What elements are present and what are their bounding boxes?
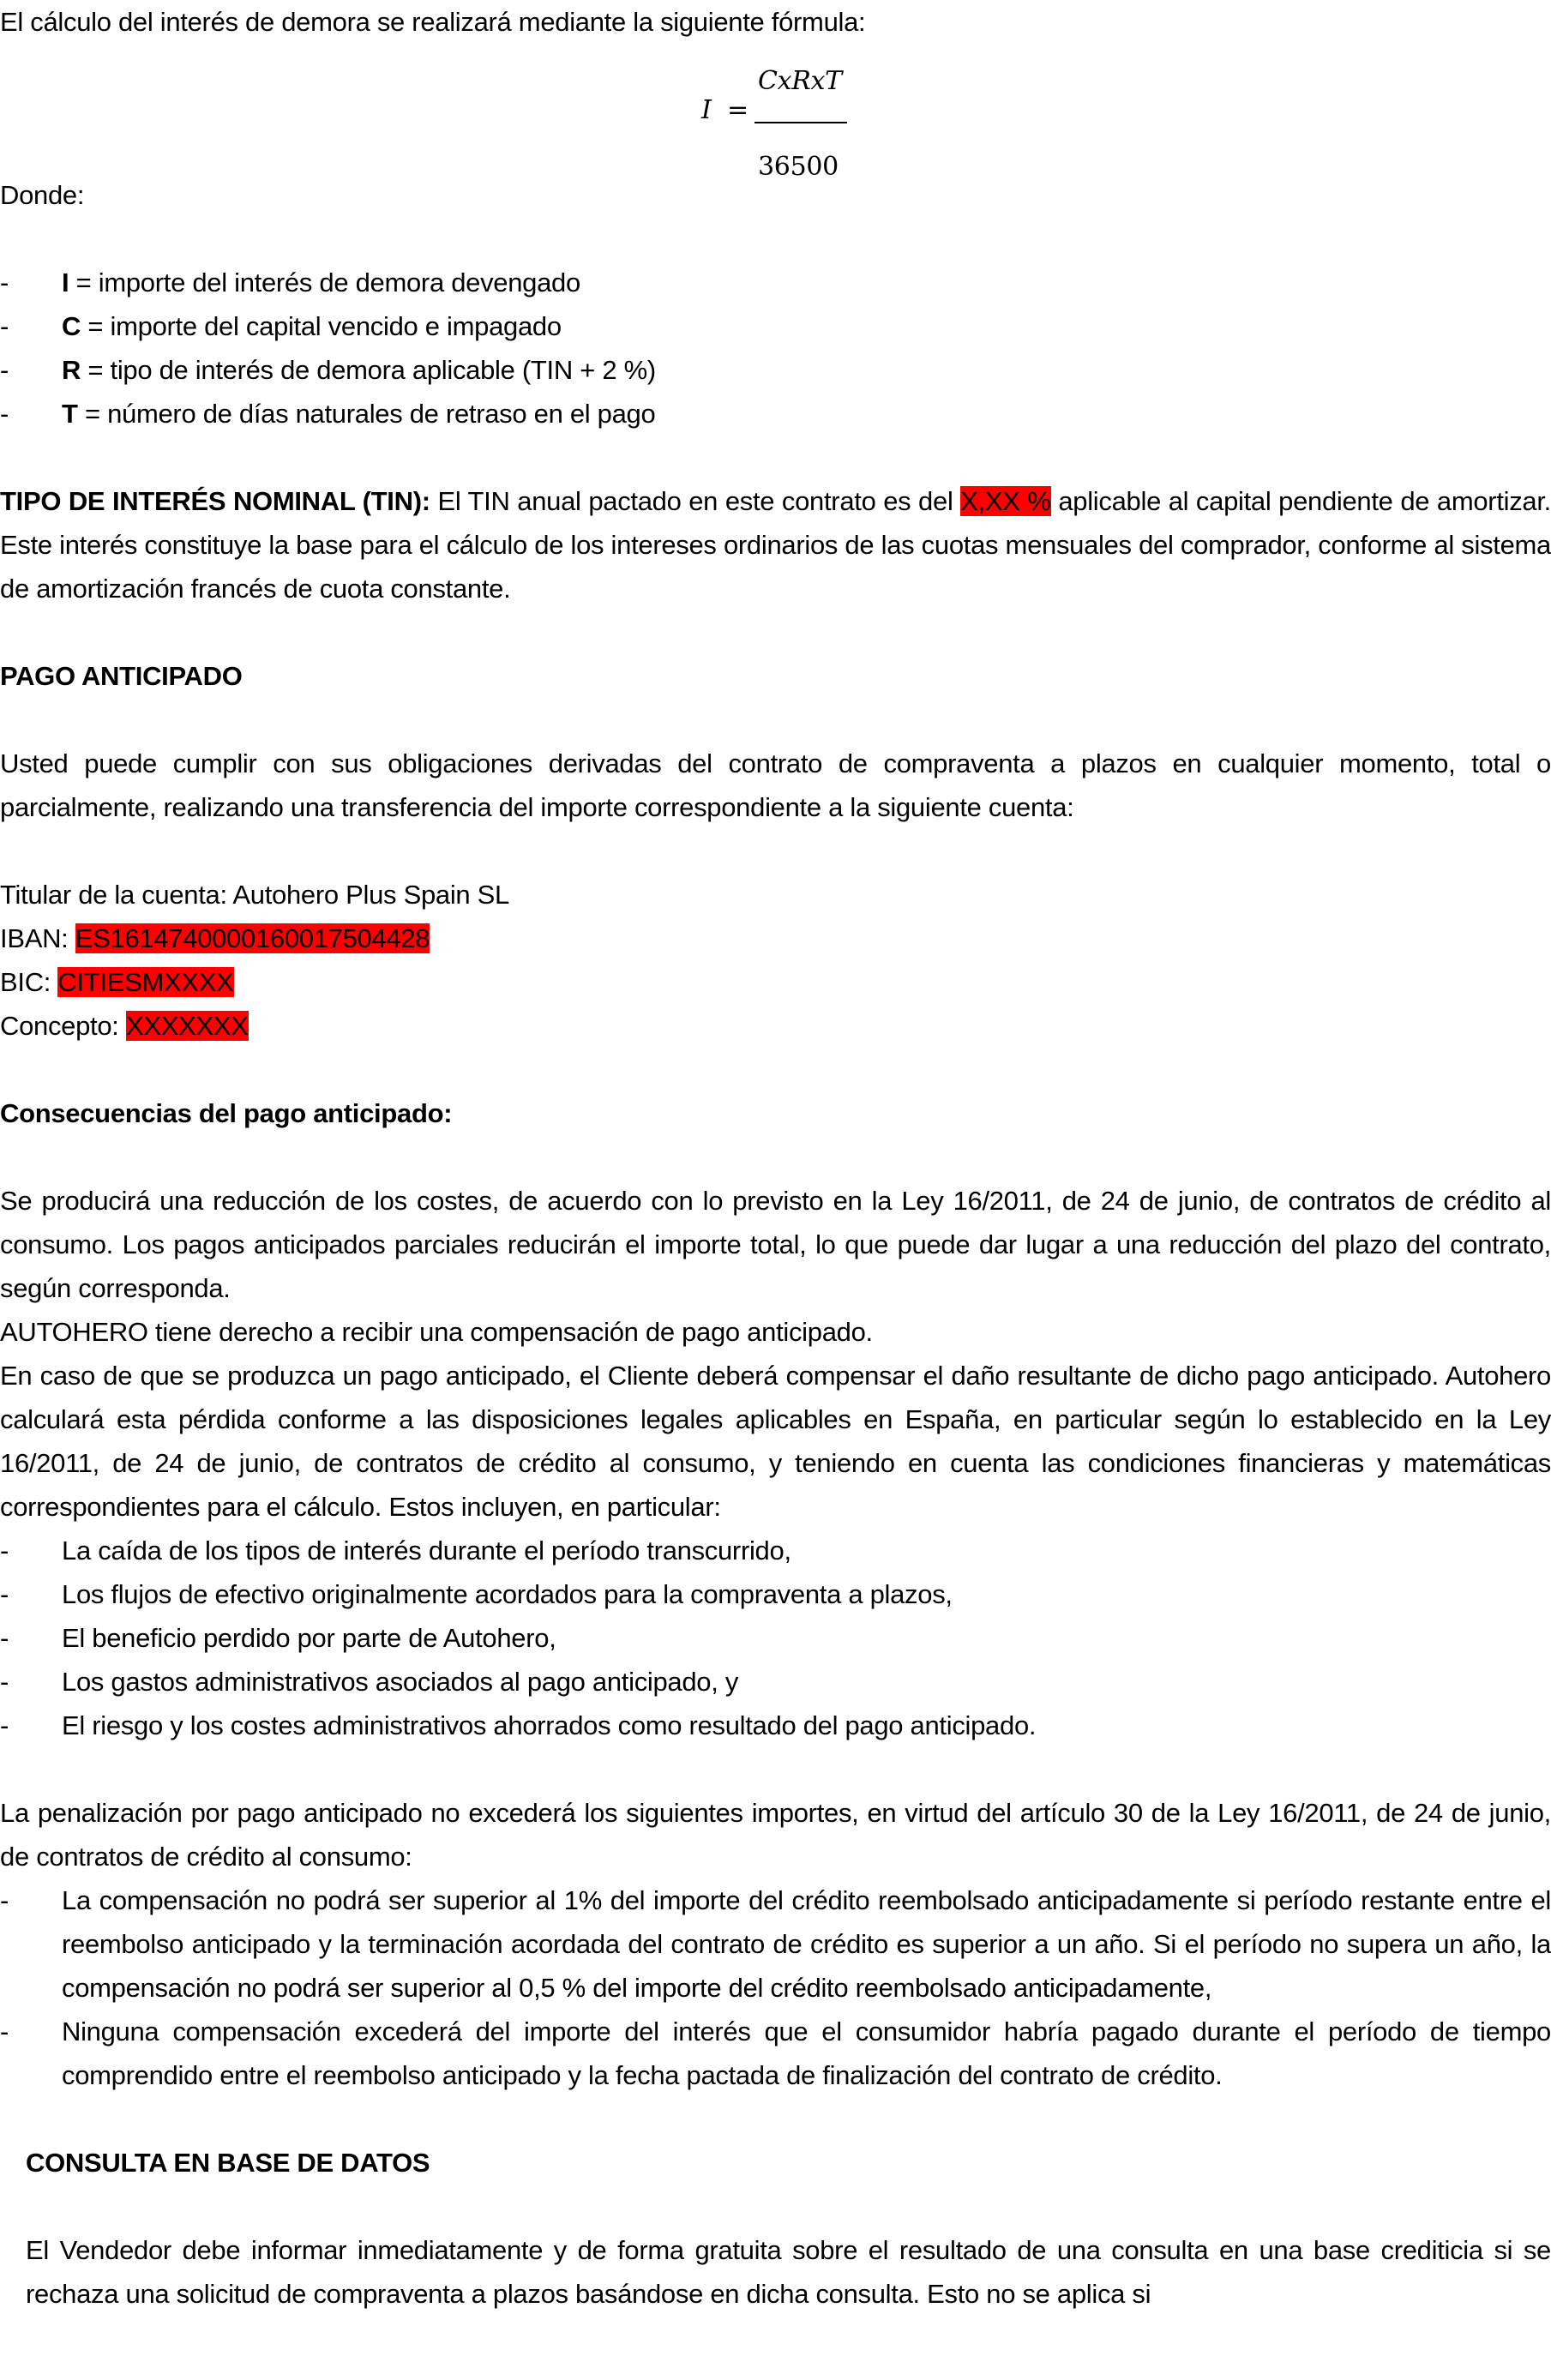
concept-value: XXXXXXX bbox=[125, 1011, 249, 1041]
tin-label: TIPO DE INTERÉS NOMINAL (TIN): bbox=[0, 486, 430, 516]
penalty-intro: La penalización por pago anticipado no excederá los siguientes importes, en virtud del artículo 30 de la Ley 16/2011, de 24 de junio, de contratos de crédito al consumo: bbox=[0, 1798, 1551, 1872]
formula-lhs: I bbox=[701, 95, 712, 125]
formula-equals: = bbox=[727, 95, 748, 125]
factors-list bbox=[0, 1529, 1551, 1747]
list-item: - Ninguna compensación excederá del importe del interés que el consumidor habría pagado durante el período de tiempo comprendido entre el reembolso anticipado y la fecha pactada de finalización del contrato de crédito. bbox=[0, 2016, 1551, 2090]
consulta-heading: CONSULTA EN BASE DE DATOS bbox=[26, 2148, 430, 2178]
iban-value: ES1614740000160017504428 bbox=[75, 923, 430, 953]
tin-paragraph: TIPO DE INTERÉS NOMINAL (TIN): El TIN anual pactado en este contrato es del X,XX % aplicable al capital pendiente de amortizar. Este interés constituye la base para el cálculo de los intereses ordinarios de las cuotas mensuales del comprador, conforme al sistema de amortización francés de cuota constante. bbox=[0, 486, 1551, 604]
iban-line: IBAN: ES1614740000160017504428 bbox=[0, 923, 430, 953]
consequences-paragraph: AUTOHERO tiene derecho a recibir una compensación de pago anticipado. bbox=[0, 1317, 873, 1347]
list-item: - El beneficio perdido por parte de Autohero, bbox=[0, 1623, 556, 1653]
list-item: - C = importe del capital vencido e impagado bbox=[0, 311, 562, 341]
donde-label: Donde: bbox=[0, 180, 85, 210]
list-item: - El riesgo y los costes administrativos ahorrados como resultado del pago anticipado. bbox=[0, 1710, 1037, 1740]
list-item: - La caída de los tipos de interés durante el período transcurrido, bbox=[0, 1536, 791, 1566]
penalty-list bbox=[0, 1878, 1551, 2097]
interest-formula bbox=[0, 44, 1551, 182]
consequences-heading: Consecuencias del pago anticipado: bbox=[0, 1098, 453, 1128]
formula-numerator: CxRxT bbox=[758, 66, 842, 96]
concept-line: Concepto: XXXXXXX bbox=[0, 1011, 249, 1041]
tin-value-highlight: X,XX % bbox=[960, 486, 1051, 516]
list-item: - R = tipo de interés de demora aplicable (TIN + 2 %) bbox=[0, 355, 656, 385]
bic-line: BIC: CITIESMXXXX bbox=[0, 967, 234, 997]
list-item: - Los gastos administrativos asociados al pago anticipado, y bbox=[0, 1667, 739, 1697]
consequences-paragraph: En caso de que se produzca un pago anticipado, el Cliente deberá compensar el daño resultante de dicho pago anticipado. Autohero calculará esta pérdida conforme a las disposiciones legales aplicables en España, en particular según lo establecido en la Ley 16/2011, de 24 de junio, de contratos de crédito al consumo, y teniendo en cuenta las condiciones financieras y matemáticas correspondientes para el cálculo. Estos incluyen, en particular: bbox=[0, 1361, 1551, 1522]
intro-text: El cálculo del interés de demora se realizará mediante la siguiente fórmula: bbox=[0, 7, 866, 37]
fraction-bar bbox=[754, 122, 847, 123]
bic-value: CITIESMXXXX bbox=[57, 967, 234, 997]
list-item: - I = importe del interés de demora devengado bbox=[0, 267, 580, 298]
consequences-paragraph: Se producirá una reducción de los costes, de acuerdo con lo previsto en la Ley 16/2011, de 24 de junio, de contratos de crédito al consumo. Los pagos anticipados parciales reducirán el importe total, lo que puede dar lugar a una reducción del plazo del contrato, según corresponda. bbox=[0, 1186, 1551, 1303]
list-item: - La compensación no podrá ser superior al 1% del importe del crédito reembolsado anticipadamente si período restante entre el reembolso anticipado y la terminación acordada del contrato de crédito es superior a un año. Si el período no supera un año, la compensación no podrá ser superior al 0,5 % del importe del crédito reembolsado anticipadamente, bbox=[0, 1885, 1551, 2003]
pago-heading: PAGO ANTICIPADO bbox=[0, 661, 243, 691]
list-item: - Los flujos de efectivo originalmente acordados para la compraventa a plazos, bbox=[0, 1579, 953, 1609]
pago-text: Usted puede cumplir con sus obligaciones derivadas del contrato de compraventa a plazos en cualquier momento, total o parcialmente, realizando una transferencia del importe correspondiente a la siguiente cuenta: bbox=[0, 748, 1551, 822]
account-holder: Titular de la cuenta: Autohero Plus Spain SL bbox=[0, 880, 509, 910]
list-item: - T = número de días naturales de retraso en el pago bbox=[0, 399, 656, 429]
formula-denominator: 36500 bbox=[758, 152, 839, 182]
consulta-text: El Vendedor debe informar inmediatamente y de forma gratuita sobre el resultado de una consulta en una base crediticia si se rechaza una solicitud de compraventa a plazos basándose en dicha consulta. Esto no se aplica si bbox=[26, 2235, 1551, 2309]
variables-list bbox=[0, 261, 1551, 436]
